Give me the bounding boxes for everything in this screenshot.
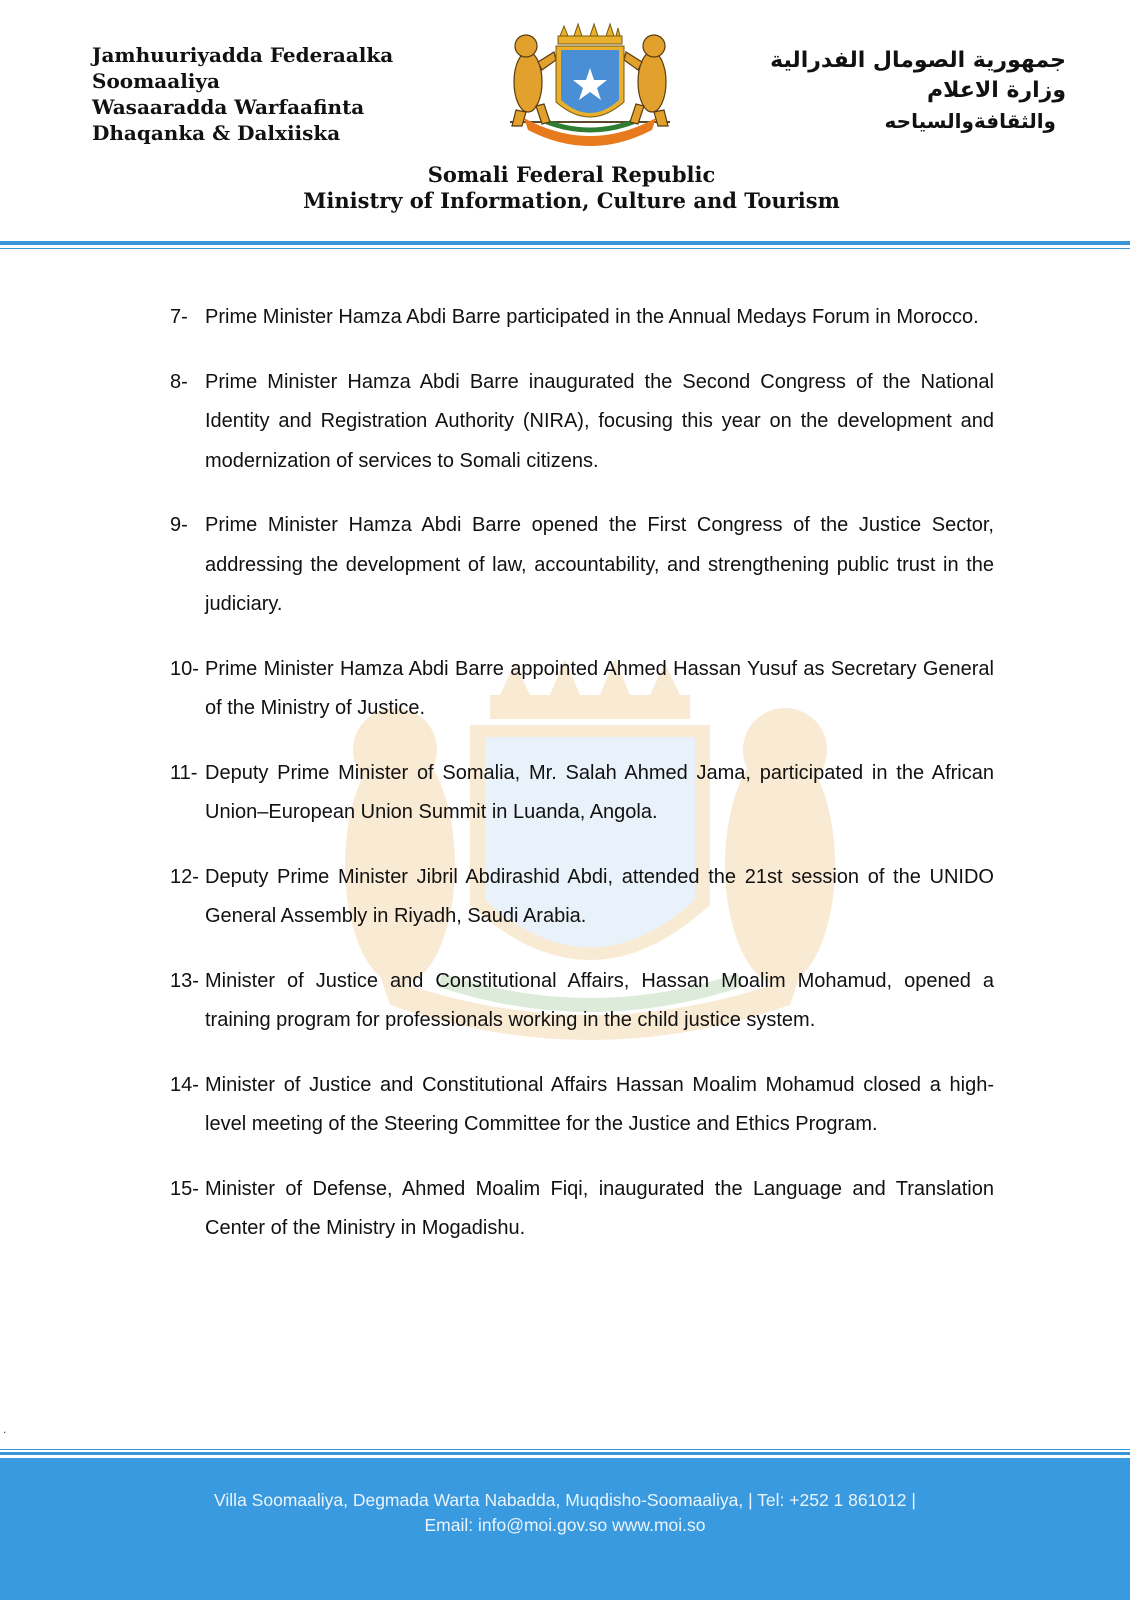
list-item <box>170 298 994 338</box>
footer-divider <box>0 1452 1130 1455</box>
item-text: Minister of Defense, Ahmed Moalim Fiqi, inaugurated the Language and Translation Center of the Ministry in Mogadishu. <box>205 1177 994 1239</box>
somali-coat-of-arms-icon <box>502 22 678 150</box>
stray-mark: . <box>3 1422 7 1436</box>
letterhead <box>0 0 1130 252</box>
list-item <box>170 858 994 937</box>
item-number: 9- <box>170 514 188 536</box>
english-ministry-name <box>0 162 1130 214</box>
header-divider-thin <box>0 248 1130 249</box>
item-number: 8- <box>170 370 188 393</box>
item-text: Prime Minister Hamza Abdi Barre opened the First Congress of the Justice Sector, addressing the development of law, accountability, and strengthening public trust in the judiciary. <box>205 514 994 615</box>
somali-line: Jamhuuriyadda Federaalka <box>92 43 394 67</box>
item-number: 7- <box>170 306 188 328</box>
somali-line: Dhaqanka & Dalxiiska <box>92 121 341 145</box>
item-number: 14- <box>170 1073 199 1096</box>
item-number: 15- <box>170 1177 199 1200</box>
list-item <box>170 754 994 833</box>
item-text: Prime Minister Hamza Abdi Barre participated in the Annual Medays Forum in Morocco. <box>205 306 979 328</box>
item-text: Deputy Prime Minister of Somalia, Mr. Salah Ahmed Jama, participated in the African Union–European Union Summit in Luanda, Angola. <box>205 761 994 823</box>
arabic-line: وزارة الاعلام <box>927 78 1066 103</box>
item-text: Prime Minister Hamza Abdi Barre inaugurated the Second Congress of the National Identity and Registration Authority (NIRA), focusing this year on the development and modernization of services to Somali citizens. <box>205 370 994 472</box>
ministry-title: Ministry of Information, Culture and Tourism <box>303 188 840 213</box>
document-body <box>170 298 994 1274</box>
somali-line: Wasaaradda Warfaafinta <box>92 95 365 119</box>
item-number: 13- <box>170 969 199 992</box>
footer-contact: Email: info@moi.gov.so www.moi.so <box>424 1515 706 1535</box>
arabic-line: والثقافةوالسياحه <box>884 109 1056 133</box>
list-item <box>170 363 994 482</box>
header-divider <box>0 241 1130 245</box>
list-item <box>170 1066 994 1145</box>
item-text: Deputy Prime Minister Jibril Abdirashid Abdi, attended the 21st session of the UNIDO General Assembly in Riyadh, Saudi Arabia. <box>205 865 994 927</box>
list-item <box>170 650 994 729</box>
footer-divider-thin <box>0 1449 1130 1450</box>
item-text: Prime Minister Hamza Abdi Barre appointed Ahmed Hassan Yusuf as Secretary General of the Ministry of Justice. <box>205 657 994 719</box>
list-item <box>170 1170 994 1249</box>
list-item <box>170 962 994 1041</box>
list-item <box>170 506 994 625</box>
somali-line: Soomaaliya <box>92 69 220 93</box>
item-text: Minister of Justice and Constitutional Affairs Hassan Moalim Mohamud closed a high-level meeting of the Steering Committee for the Justice and Ethics Program. <box>205 1073 994 1135</box>
item-number: 11- <box>170 761 198 784</box>
item-text: Minister of Justice and Constitutional Affairs, Hassan Moalim Mohamud, opened a training program for professionals working in the child justice system. <box>205 969 994 1031</box>
republic-title: Somali Federal Republic <box>427 162 716 187</box>
footer-address: Villa Soomaaliya, Degmada Warta Nabadda, Muqdisho-Soomaaliya, | Tel: +252 1 861012 | <box>214 1490 916 1510</box>
item-number: 12- <box>170 865 199 888</box>
somali-ministry-name <box>92 42 393 146</box>
arabic-line: جمهورية الصومال الفدرالية <box>770 48 1066 73</box>
footer <box>0 1458 1130 1600</box>
arabic-ministry-name <box>770 46 1066 136</box>
item-number: 10- <box>170 657 199 680</box>
